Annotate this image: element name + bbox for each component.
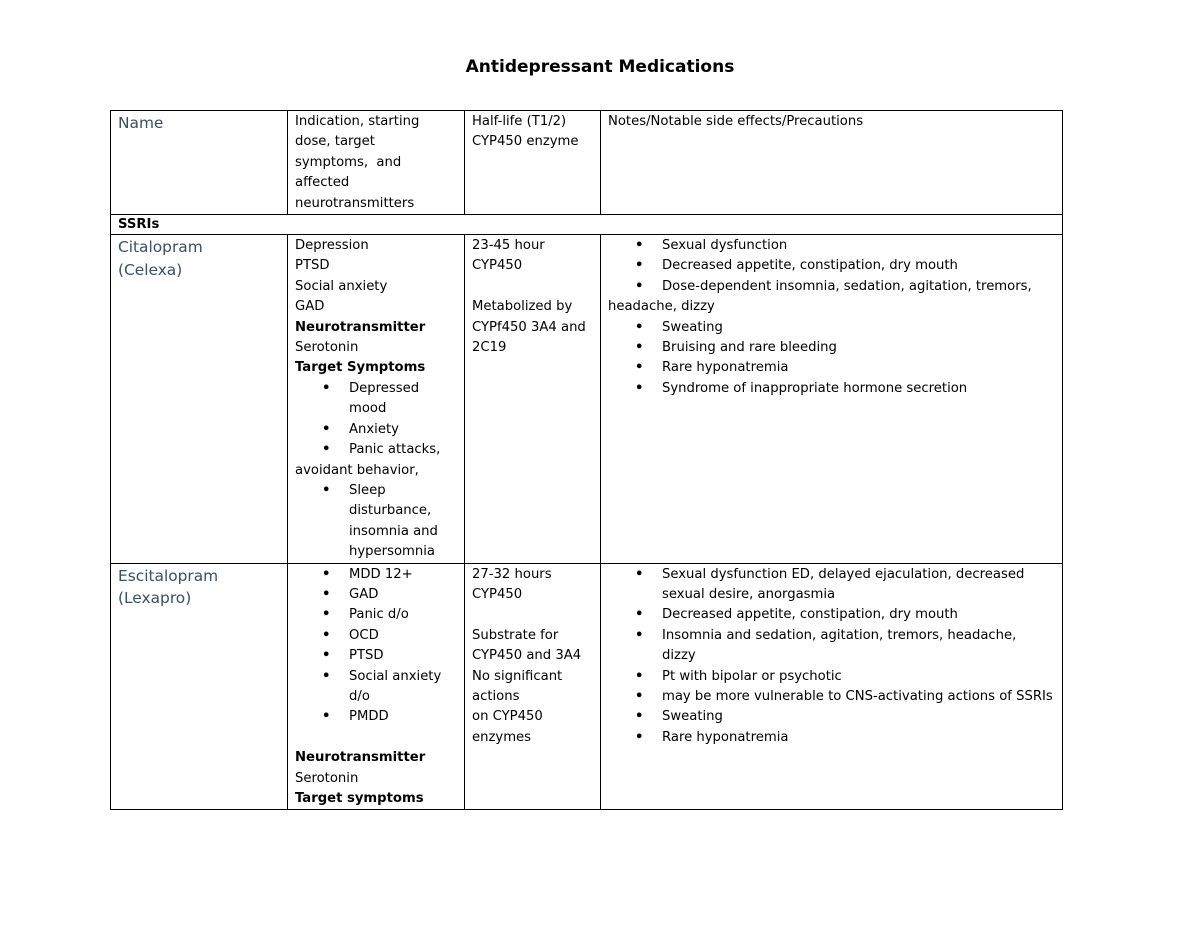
list-item-text: • Dose-dependent insomnia, sedation, agitation, tremors, headache, dizzy: [608, 278, 1032, 315]
medications-table: [110, 110, 1063, 810]
neurotransmitter-heading: Neurotransmitter: [295, 750, 426, 766]
drug-row-escitalopram: [111, 563, 1063, 810]
neurotransmitter-heading: Neurotransmitter: [295, 319, 426, 335]
list-item: • GAD: [295, 585, 456, 605]
drug-name-cell: [111, 563, 288, 810]
list-item: • Rare hyponatremia: [608, 358, 1054, 378]
halflife-line: Metabolized by: [472, 299, 573, 315]
halflife-cell: [465, 563, 601, 810]
header-indication-line: symptoms, and: [295, 154, 402, 170]
header-name: [111, 111, 288, 215]
header-indication: [288, 111, 465, 215]
header-indication-line: dose, target: [295, 134, 375, 150]
list-item: • Depressed mood: [295, 379, 456, 420]
header-indication-line: affected: [295, 175, 350, 191]
indication-item: GAD: [295, 299, 325, 315]
halflife-line: CYPf450 3A4 and: [472, 319, 586, 335]
list-item: • Bruising and rare bleeding: [608, 338, 1054, 358]
list-item: • Sexual dysfunction: [608, 236, 1054, 256]
list-item: • Sweating: [608, 707, 1054, 727]
header-name-text: Name: [118, 114, 164, 132]
indication-item: Depression: [295, 238, 369, 254]
header-indication-line: neurotransmitters: [295, 195, 415, 211]
halflife-line: Substrate for: [472, 627, 559, 643]
list-item: • OCD: [295, 626, 456, 646]
halflife-line: No significant: [472, 668, 563, 684]
header-indication-line: Indication, starting: [295, 114, 420, 129]
list-item: • PTSD: [295, 646, 456, 666]
header-halflife: [465, 111, 601, 215]
header-row: [111, 111, 1063, 215]
drug-brand: (Celexa): [118, 260, 183, 279]
page-title: Antidepressant Medications: [465, 57, 735, 77]
section-row: [111, 215, 1063, 235]
notes-list: [608, 236, 1054, 399]
list-item: • Insomnia and sedation, agitation, tremors, headache, dizzy: [608, 626, 1054, 667]
list-item: • Sweating: [608, 318, 1054, 338]
spacer: [472, 277, 592, 297]
list-item: • PMDD: [295, 707, 456, 727]
drug-row-citalopram: [111, 235, 1063, 564]
spacer: [472, 605, 592, 625]
halflife-line: on CYP450: [472, 709, 543, 725]
indication-cell: [288, 235, 465, 564]
halflife-line: CYP450 and 3A4: [472, 648, 582, 664]
halflife-line: 27-32 hours: [472, 566, 552, 582]
list-item: • Decreased appetite, constipation, dry mouth: [608, 256, 1054, 276]
indication-cell: [288, 563, 465, 810]
notes-list: [608, 565, 1054, 749]
list-item: • Panic d/o: [295, 605, 456, 625]
header-notes-text: Notes/Notable side effects/Precautions: [608, 114, 864, 129]
list-item: • MDD 12+: [295, 565, 456, 585]
neurotransmitter-value: Serotonin: [295, 770, 359, 786]
list-item: • Pt with bipolar or psychotic: [608, 667, 1054, 687]
indication-item: PTSD: [295, 258, 330, 274]
indications-list: [295, 565, 456, 728]
header-halflife-line: CYP450 enzyme: [472, 134, 579, 150]
target-symptoms-list: [295, 379, 456, 563]
section-heading: SSRIs: [111, 215, 1063, 235]
target-symptoms-heading: Target Symptoms: [295, 360, 426, 376]
list-item-text: • Sleep disturbance, insomnia and hypersomnia: [349, 482, 438, 560]
drug-name: Escitalopram: [118, 566, 219, 585]
halflife-line: CYP450: [472, 258, 523, 274]
header-notes: [601, 111, 1063, 215]
header-halflife-line: Half-life (T1/2): [472, 114, 567, 129]
list-item: • Rare hyponatremia: [608, 728, 1054, 748]
halflife-line: CYP450: [472, 586, 523, 602]
list-item: [295, 481, 456, 563]
list-item: • Anxiety: [295, 420, 456, 440]
indication-item: Social anxiety: [295, 278, 388, 294]
list-item: • Sexual dysfunction ED, delayed ejaculation, decreased sexual desire, anorgasmia: [608, 565, 1054, 606]
notes-cell: [601, 235, 1063, 564]
notes-cell: [601, 563, 1063, 810]
list-item-text: • Panic attacks, avoidant behavior,: [295, 442, 441, 478]
halflife-line: actions: [472, 688, 520, 704]
list-item: • Syndrome of inappropriate hormone secretion: [608, 379, 1054, 399]
list-item: [608, 277, 1054, 318]
list-item: • Social anxiety d/o: [295, 667, 456, 708]
drug-name: Citalopram: [118, 238, 203, 257]
halflife-line: 2C19: [472, 340, 507, 356]
target-symptoms-heading: Target symptoms: [295, 790, 424, 806]
spacer: [295, 728, 456, 748]
halflife-line: 23-45 hour: [472, 238, 545, 254]
list-item: [295, 440, 456, 481]
neurotransmitter-value: Serotonin: [295, 340, 359, 356]
drug-name-cell: [111, 235, 288, 564]
list-item: • Decreased appetite, constipation, dry mouth: [608, 605, 1054, 625]
halflife-cell: [465, 235, 601, 564]
halflife-line: enzymes: [472, 729, 532, 745]
drug-brand: (Lexapro): [118, 589, 192, 608]
list-item: • may be more vulnerable to CNS-activating actions of SSRIs: [608, 687, 1054, 707]
